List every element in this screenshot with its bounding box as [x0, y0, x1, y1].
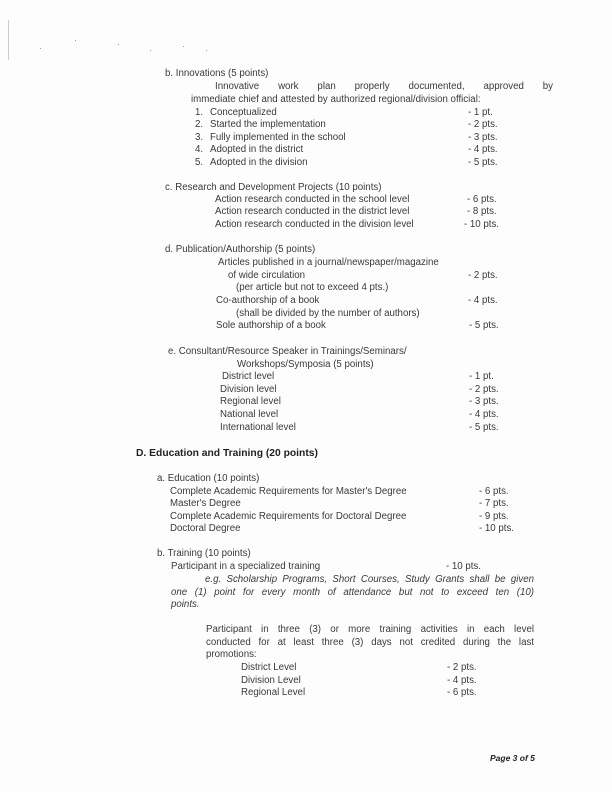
- list-item: District Level: [241, 662, 297, 673]
- list-item-number: 5.: [195, 157, 204, 168]
- points-value: - 3 pts.: [469, 396, 499, 407]
- points-value: - 2 pts.: [468, 270, 498, 281]
- points-value: - 4 pts.: [447, 675, 477, 686]
- publication-title: d. Publication/Authorship (5 points): [165, 244, 316, 255]
- list-item: Conceptualized: [210, 107, 277, 118]
- points-value: - 6 pts.: [467, 194, 497, 205]
- note: (shall be divided by the number of authors): [236, 308, 420, 319]
- points-value: - 4 pts.: [468, 295, 498, 306]
- points-value: - 2 pts.: [468, 119, 498, 130]
- innovations-desc: Innovative work plan properly documented, approved by: [215, 81, 553, 92]
- points-value: - 10 pts.: [446, 561, 481, 572]
- note: e.g. Scholarship Programs, Short Courses, Study Grants shall be given: [205, 574, 534, 585]
- points-value: - 6 pts.: [479, 486, 509, 497]
- list-item: Action research conducted in the district level: [215, 206, 410, 217]
- points-value: - 2 pts.: [469, 384, 499, 395]
- paragraph: Participant in three (3) or more training activities in each level: [206, 624, 534, 635]
- list-item: Adopted in the district: [210, 144, 304, 155]
- list-item: Co-authorship of a book: [216, 295, 320, 306]
- paragraph-cont: conducted for at least three (3) days not credited during the last: [206, 637, 534, 648]
- consultant-title: e. Consultant/Resource Speaker in Trainings/Seminars/: [168, 346, 407, 357]
- list-item-number: 1.: [195, 107, 204, 118]
- list-item: Master's Degree: [170, 498, 241, 509]
- list-item: Started the implementation: [210, 119, 326, 130]
- list-item: Division level: [220, 384, 277, 395]
- list-item-number: 4.: [195, 144, 204, 155]
- points-value: - 2 pts.: [447, 662, 477, 673]
- paragraph-cont: promotions:: [206, 649, 257, 660]
- list-item: Sole authorship of a book: [216, 320, 326, 331]
- list-item-cont: of wide circulation: [228, 270, 305, 281]
- points-value: - 6 pts.: [447, 687, 477, 698]
- list-item: Complete Academic Requirements for Doctoral Degree: [170, 511, 407, 522]
- innovations-title: b. Innovations (5 points): [165, 68, 269, 79]
- points-value: - 9 pts.: [479, 511, 509, 522]
- training-title: b. Training (10 points): [157, 548, 251, 559]
- list-item: Doctoral Degree: [170, 523, 241, 534]
- list-item: Regional Level: [241, 687, 306, 698]
- note-cont: points.: [171, 599, 200, 610]
- page-number: Page 3 of 5: [490, 753, 535, 763]
- section-heading: D. Education and Training (20 points): [136, 448, 318, 459]
- points-value: - 4 pts.: [469, 409, 499, 420]
- points-value: - 1 pt.: [469, 371, 494, 382]
- list-item: District level: [222, 371, 275, 382]
- list-item: Fully implemented in the school: [210, 132, 346, 143]
- note: (per article but not to exceed 4 pts.): [236, 282, 389, 293]
- points-value: - 10 pts.: [464, 219, 499, 230]
- points-value: - 8 pts.: [467, 206, 497, 217]
- list-item: International level: [220, 422, 296, 433]
- list-item: Complete Academic Requirements for Master's Degree: [170, 486, 407, 497]
- list-item: Participant in a specialized training: [171, 561, 321, 572]
- points-value: - 4 pts.: [468, 144, 498, 155]
- list-item-number: 3.: [195, 132, 204, 143]
- list-item: National level: [220, 409, 279, 420]
- education-title: a. Education (10 points): [157, 473, 260, 484]
- note-cont: one (1) point for every month of attendance but not to exceed ten (10): [171, 587, 534, 598]
- list-item: Articles published in a journal/newspaper/magazine: [218, 257, 439, 268]
- list-item: Adopted in the division: [210, 157, 308, 168]
- points-value: - 5 pts.: [469, 320, 499, 331]
- points-value: - 5 pts.: [469, 422, 499, 433]
- list-item-number: 2.: [195, 119, 204, 130]
- points-value: - 1 pt.: [468, 107, 493, 118]
- innovations-desc-cont: immediate chief and attested by authorized regional/division official:: [191, 94, 481, 105]
- consultant-title-cont: Workshops/Symposia (5 points): [237, 359, 374, 370]
- research-title: c. Research and Development Projects (10 points): [165, 182, 382, 193]
- points-value: - 3 pts.: [468, 132, 498, 143]
- list-item: Division Level: [241, 675, 301, 686]
- points-value: - 7 pts.: [479, 498, 509, 509]
- list-item: Regional level: [220, 396, 281, 407]
- points-value: - 5 pts.: [468, 157, 498, 168]
- points-value: - 10 pts.: [479, 523, 514, 534]
- list-item: Action research conducted in the school level: [215, 194, 410, 205]
- list-item: Action research conducted in the division level: [215, 219, 414, 230]
